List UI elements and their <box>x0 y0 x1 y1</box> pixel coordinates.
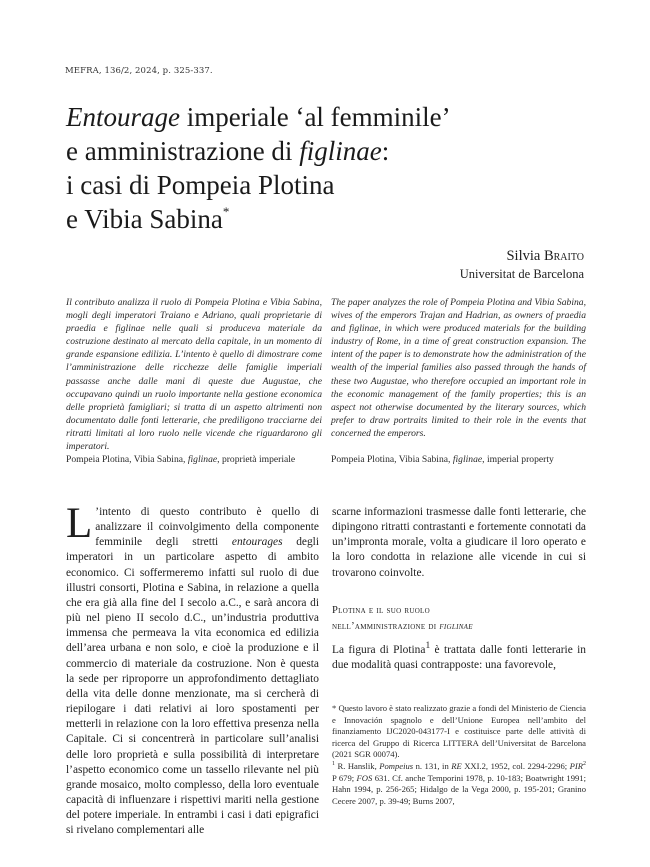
title-line-2-pre: e amministrazione di <box>66 136 300 166</box>
keywords-italian <box>66 453 322 466</box>
footnote-1 <box>332 761 586 807</box>
body-left-p2: degli imperatori in un particolare aspetto di ambito economico. Ci soffermeremo infatti sul ruolo di due illustri consorti, Plotina e Sabina, in relazione a quella che era già alla fine del I secolo a.C., e sarà ancora di più nel pieno II secolo d.C., un’industria produttiva immensa che permeava la vita economica ed edilizia dell’area urbana e non solo, e cioè la produzione e il commercio di materiale da costruzione. Non è questa la sede per riproporre un approfondimento dettagliato della vita delle donne menzionate, ma si cercherà di riepilogare i dati relativi ai loro spostamenti per metterli in relazione con la loro effettiva presenza nella Capitale. Ci si concentrerà in particolare sull’analisi delle loro proprietà e sulla possibilità di interpretare l’aspetto economico come un tassello rilevante nel più grande mosaico, molto complesso, della loro eventuale capacità di influenzare i rispettivi mariti nella gestione del potere imperiale. In entrambi i casi i dati epigrafici si rivelano complementari alle <box>66 536 320 837</box>
section-para-post: è trattata dalle fonti letterarie in due modalità quasi contrapposte: una favorevole, <box>332 644 586 672</box>
keywords-en-post: , imperial property <box>482 454 554 465</box>
footnote-1-mark: 1 <box>332 761 335 768</box>
fn1-text-f: PIR <box>569 760 584 771</box>
keywords-it-post: , proprietà imperiale <box>217 454 296 465</box>
title-note-mark[interactable]: * <box>222 204 230 219</box>
footnote-star: * Questo lavoro è stato realizzato grazie a fondi del Ministerio de Ciencia e Innovación spagnolo e dell’Unione Europea nell’ambito del finanziamento IJC2020-043177-I e costituisce parte delle attività di ricerca del Gruppo di Ricerca LITTERA dell’Universitat de Barcelona (2021 SGR 00074). <box>332 703 586 760</box>
section-heading <box>332 603 586 635</box>
title-italic-word: Entourage <box>66 102 180 132</box>
body-column-left <box>66 500 320 838</box>
fn1-text-e: XXI.2, 1952, col. 2294-2296; <box>461 760 570 771</box>
title-line-2 <box>66 134 586 168</box>
footnote-ref-1[interactable]: 1 <box>425 641 431 652</box>
journal-citation: MEFRA, 136/2, 2024, p. 325-337. <box>65 66 213 76</box>
author-affiliation: Universitat de Barcelona <box>459 267 584 281</box>
section-heading-italic: figlinae <box>439 621 473 632</box>
keywords-en-italic: figlinae <box>452 454 483 465</box>
body-left-p1: ’intento di questo contributo è quello di analizzare il coinvolgimento della componente femminile degli stretti <box>95 506 319 549</box>
title-line-4-text: e Vibia Sabina <box>66 204 223 234</box>
section-heading-line-1: Plotina e il suo ruolo <box>332 605 430 616</box>
section-heading-line-2-pre: nell’amministrazione di <box>332 621 440 632</box>
section-paragraph <box>332 643 586 673</box>
keywords-en-pre: Pompeia Plotina, Vibia Sabina, <box>331 454 453 465</box>
title-line-2-post: : <box>381 136 390 166</box>
title-line-1 <box>66 100 586 134</box>
title-line-2-italic: figlinae <box>299 136 382 166</box>
section-heading-line-2 <box>332 619 586 635</box>
fn1-text-h: P 679; <box>332 772 357 783</box>
title-line-3: i casi di Pompeia Plotina <box>66 170 335 200</box>
body-left-italic: entourages <box>231 536 283 549</box>
fn1-text-j: 631. Cf. anche Temporini 1978, p. 10-183; Boatwright 1991; Hahn 1994, p. 256-265; Hidalgo de la Vega 2000, p. 195-201; Granino Cecere 2007, p. 39-49; Burns 2007, <box>332 772 586 806</box>
fn1-text-b: Pompeius <box>379 760 414 771</box>
article-title <box>66 100 586 236</box>
author-block <box>460 247 584 283</box>
section-para-pre: La figura di Plotina <box>332 644 426 656</box>
keywords-it-pre: Pompeia Plotina, Vibia Sabina, <box>66 454 188 465</box>
drop-cap: L <box>66 500 93 547</box>
author-name <box>460 247 584 265</box>
title-line-4 <box>66 202 586 236</box>
author-last-name: Braito <box>543 248 584 264</box>
body-column-right: scarne informazioni trasmesse dalle fonti letterarie, che dipingono ritratti contrastanti e fortemente connotati da un’impronta morale, volta a giudicare il loro operato e la loro condotta in relazione alle vicende in cui si trovarono coinvolte. <box>332 506 586 579</box>
abstract-english: The paper analyzes the role of Pompeia Plotina and Vibia Sabina, wives of the emperors Trajan and Hadrian, as owners of praedia and figlinae, in which were produced materials for the building industry of Rome, in a time of great construction expansion. The intent of the paper is to demonstrate how the administration of the wealth of the imperial families also passed through the hands of these two Augustae, who therefore occupied an important role in the economic management of the family properties; this is an aspect not otherwise documented by the literary sources, which prefer to draw portraits limited to their role in the events that concerned the emperors. <box>331 297 586 439</box>
keywords-english <box>331 453 586 466</box>
footnotes <box>332 703 586 807</box>
abstract-italian: Il contributo analizza il ruolo di Pompeia Plotina e Vibia Sabina, mogli degli imperatori Traiano e Adriano, quali proprietarie di praedia e figlinae nelle quali si produceva materiale da costruzione destinato al mercato della capitale, in un momento di grande espansione edilizia. L’intento è quello di dimostrare come l’amministrazione delle ricchezze delle famiglie imperiali passasse anche dalle mani di queste due Augustae, che occupavano quindi un ruolo importante nella gestione economica delle proprietà famigliari; si tratta di un aspetto altrimenti non documentato dalle fonti letterarie, che prediligono tracciarne dei ritratti limitati al loro ruolo nelle vicende che riguardarono gli imperatori. <box>66 297 322 453</box>
fn1-text-a: R. Hanslik, <box>337 760 380 771</box>
title-line-1-rest: imperiale ‘al femminile’ <box>180 102 451 132</box>
fn1-text-d: RE <box>451 760 462 771</box>
author-first-name: Silvia <box>506 248 544 264</box>
fn1-text-i: FOS <box>356 772 373 783</box>
fn1-text-g: 2 <box>583 761 587 768</box>
keywords-it-italic: figlinae <box>187 454 218 465</box>
fn1-text-c: n. 131, in <box>413 760 452 771</box>
